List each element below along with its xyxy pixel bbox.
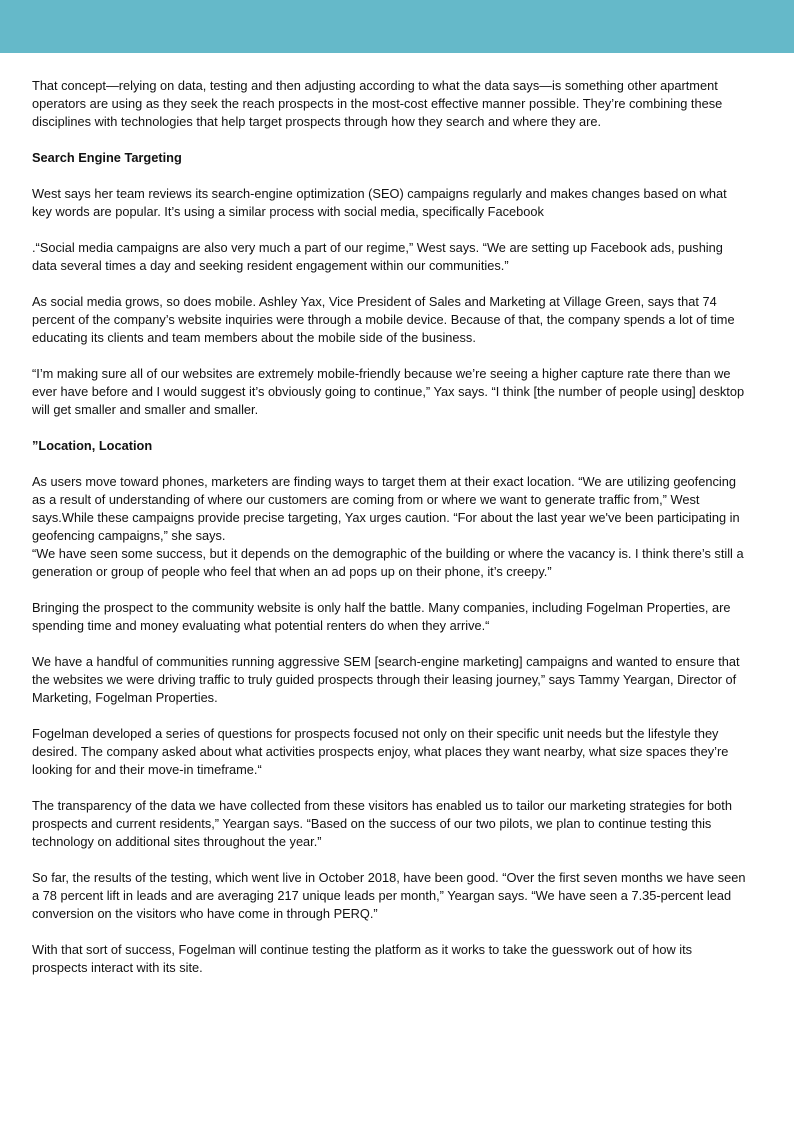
paragraph-intro: That concept—relying on data, testing and then adjusting according to what the data says—is something other apartment operators are using as they seek the reach prospects in the most-cost effective manner possible. They’re combining these disciplines with technologies that help target prospects through how they search and where they are. bbox=[32, 78, 723, 129]
paragraph-geofencing: As users move toward phones, marketers are finding ways to target them at their exact location. “We are utilizing geofencing as a result of understanding of where our customers are coming from or where we want to generate traffic from,” West says.While these campaigns provide precise targeting, Yax urges caution. “For about the last year we've been participating in geofencing campaigns,” she says. bbox=[32, 474, 740, 543]
paragraph-transparency-quote: The transparency of the data we have collected from these visitors has enabled us to tailor our marketing strategies for both prospects and current residents,” Yeargan says. “Based on the success of our two pilots, we plan to continue testing this technology on additional sites throughout the year.” bbox=[32, 798, 732, 849]
paragraph-mobile: As social media grows, so does mobile. Ashley Yax, Vice President of Sales and Marketing at Village Green, says that 74 percent of the company’s website inquiries were through a mobile device. Because of that, the company spends a lot of time educating its clients and team members about the mobile side of the business. bbox=[32, 294, 735, 345]
article-body bbox=[32, 77, 748, 995]
paragraph-social-media-quote: .“Social media campaigns are also very much a part of our regime,” West says. “We are setting up Facebook ads, pushing data several times a day and seeking resident engagement within our communities.” bbox=[32, 240, 723, 273]
section-heading-location: ”Location, Location bbox=[32, 438, 153, 453]
paragraph-sem-quote: We have a handful of communities running aggressive SEM [search-engine marketing] campaigns and wanted to ensure that the websites we were driving traffic to truly guided prospects through their leasing journey,” says Tammy Yeargan, Director of Marketing, Fogelman Properties. bbox=[32, 654, 740, 705]
section-heading-search-engine-targeting: Search Engine Targeting bbox=[32, 150, 182, 165]
paragraph-seo: West says her team reviews its search-engine optimization (SEO) campaigns regularly and makes changes based on what key words are popular. It’s using a similar process with social media, specifically Facebook bbox=[32, 186, 727, 219]
paragraph-results: So far, the results of the testing, which went live in October 2018, have been good. “Over the first seven months we have seen a 78 percent lift in leads and are averaging 217 unique leads per month,” Yeargan says. “We have seen a 7.35-percent lead conversion on the visitors who have come in through PERQ.” bbox=[32, 870, 746, 921]
paragraph-yax-quote: “I’m making sure all of our websites are extremely mobile-friendly because we’re seeing a higher capture rate there than we ever have before and I would suggest it’s obviously going to continue,” Yax says. “I think [the number of people using] desktop will get smaller and smaller and smaller. bbox=[32, 366, 745, 417]
paragraph-conclusion: With that sort of success, Fogelman will continue testing the platform as it works to take the guesswork out of how its prospects interact with its site. bbox=[32, 942, 693, 975]
paragraph-geofencing-quote: “We have seen some success, but it depends on the demographic of the building or where the vacancy is. I think there’s still a generation or group of people who feel that when an ad pops up on their phone, it’s creepy.” bbox=[32, 546, 744, 579]
paragraph-fogelman-questions: Fogelman developed a series of questions for prospects focused not only on their specific unit needs but the lifestyle they desired. The company asked about what activities prospects enjoy, what places they want nearby, what size spaces they’re looking for and their move-in timeframe.“ bbox=[32, 726, 729, 777]
paragraph-community-website: Bringing the prospect to the community website is only half the battle. Many companies, including Fogelman Properties, are spending time and money evaluating what potential renters do when they arrive.“ bbox=[32, 600, 731, 633]
header-band bbox=[0, 0, 794, 53]
